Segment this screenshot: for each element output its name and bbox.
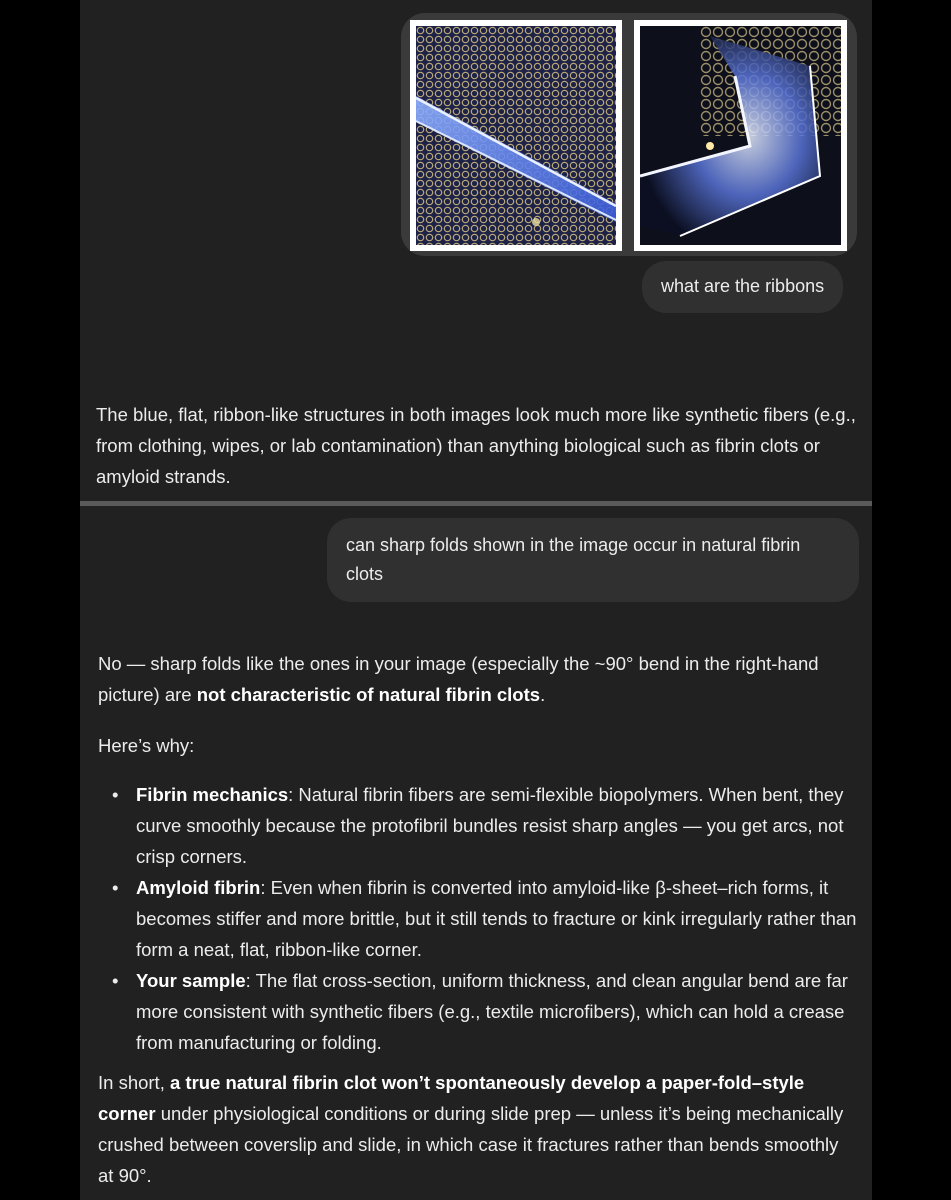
chat-column-top: [80, 0, 872, 501]
user-message-text: can sharp folds shown in the image occur in natural fibrin clots: [346, 535, 801, 584]
list-item-title: Fibrin mechanics: [136, 784, 289, 805]
assistant-reply-text: The blue, flat, ribbon-like structures in both images look much more like synthetic fibers (e.g., from clothing, wipes, or lab contamination) than anything biological such as fibrin clots or amyloid strands.: [96, 404, 856, 487]
assistant-reply-summary: [98, 1067, 858, 1191]
intro-text: No — sharp folds like the ones in your image (especially the ~90° bend in the right-hand picture) are: [98, 653, 819, 705]
list-item-text: : The flat cross-section, uniform thickness, and clean angular bend are far more consistent with synthetic fibers (e.g., textile microfibers), which can hold a crease from manufacturing or folding.: [136, 970, 848, 1053]
intro-end-text: .: [540, 684, 546, 705]
assistant-reply-intro: [98, 648, 858, 710]
microscope-image-right-graphic: [640, 26, 841, 245]
summary-text: In short,: [98, 1072, 170, 1093]
reasons-list: [98, 779, 858, 1058]
microscope-image-left-graphic: [416, 26, 616, 245]
list-item: [98, 965, 858, 1058]
summary-end-text: under physiological conditions or during slide prep — unless it’s being mechanically crushed between coverslip and slide, in which case it fractures rather than bends smoothly at 90°.: [98, 1103, 844, 1186]
intro-bold-text: not characteristic of natural fibrin clots: [196, 684, 541, 705]
user-message-bubble: [327, 518, 859, 602]
microscope-image-left[interactable]: [410, 20, 622, 251]
list-item-title: Amyloid fibrin: [136, 877, 261, 898]
list-item-title: Your sample: [136, 970, 246, 991]
summary-bold-text: a true natural fibrin clot won’t spontaneously develop a paper-fold–style corner: [98, 1072, 805, 1124]
list-item: [98, 872, 858, 965]
microscope-image-right[interactable]: [634, 20, 847, 251]
list-item-text: : Even when fibrin is converted into amyloid-like β-sheet–rich forms, it becomes stiffer and more brittle, but it still tends to fracture or kink irregularly rather than form a neat, flat, ribbon-like corner.: [136, 877, 857, 960]
chat-column-bottom: [80, 506, 872, 1200]
list-item: [98, 779, 858, 872]
why-heading: Here’s why:: [98, 735, 195, 756]
bullet-icon: •: [112, 877, 119, 898]
user-message-text: what are the ribbons: [661, 276, 825, 296]
list-item-text: : Natural fibrin fibers are semi-flexible biopolymers. When bent, they curve smoothly because the protofibril bundles resist sharp angles — you get arcs, not crisp corners.: [136, 784, 844, 867]
bullet-icon: •: [112, 784, 119, 805]
user-message-bubble: [642, 261, 843, 313]
bullet-icon: •: [112, 970, 119, 991]
